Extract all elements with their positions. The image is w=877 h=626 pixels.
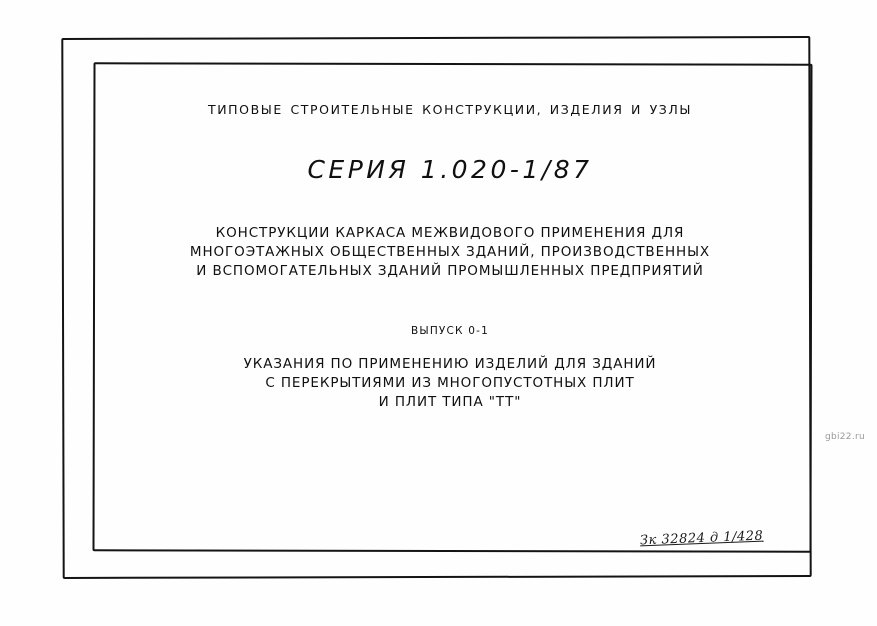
issue-number: ВЫПУСК 0-1 (410, 325, 490, 337)
title-block (100, 70, 800, 412)
document-header: ТИПОВЫЕ СТРОИТЕЛЬНЫЕ КОНСТРУКЦИИ, ИЗДЕЛИЯ И УЗЛЫ (207, 102, 693, 117)
subject-line-1: КОНСТРУКЦИИ КАРКАСА МЕЖВИДОВОГО ПРИМЕНЕНИЯ ДЛЯ (215, 225, 685, 241)
subject-line-2: МНОГОЭТАЖНЫХ ОБЩЕСТВЕННЫХ ЗДАНИЙ, ПРОИЗВОДСТВЕННЫХ (189, 244, 711, 260)
subject-line-3: И ВСПОМОГАТЕЛЬНЫХ ЗДАНИЙ ПРОМЫШЛЕННЫХ ПРЕДПРИЯТИЙ (196, 263, 704, 279)
handwritten-stamp-text: Зк 32824 д 1/428 (639, 528, 764, 549)
series-number: СЕРИЯ 1.020-1/87 (307, 155, 593, 184)
description-line-2: С ПЕРЕКРЫТИЯМИ ИЗ МНОГОПУСТОТНЫХ ПЛИТ (265, 375, 635, 391)
description-line-3: И ПЛИТ ТИПА "ТТ" (378, 394, 522, 410)
watermark-label: gbi22.ru (824, 432, 865, 442)
description-line-1: УКАЗАНИЯ ПО ПРИМЕНЕНИЮ ИЗДЕЛИЙ ДЛЯ ЗДАНИЙ (243, 356, 657, 372)
description-block (100, 355, 800, 412)
subject-block (100, 224, 800, 281)
